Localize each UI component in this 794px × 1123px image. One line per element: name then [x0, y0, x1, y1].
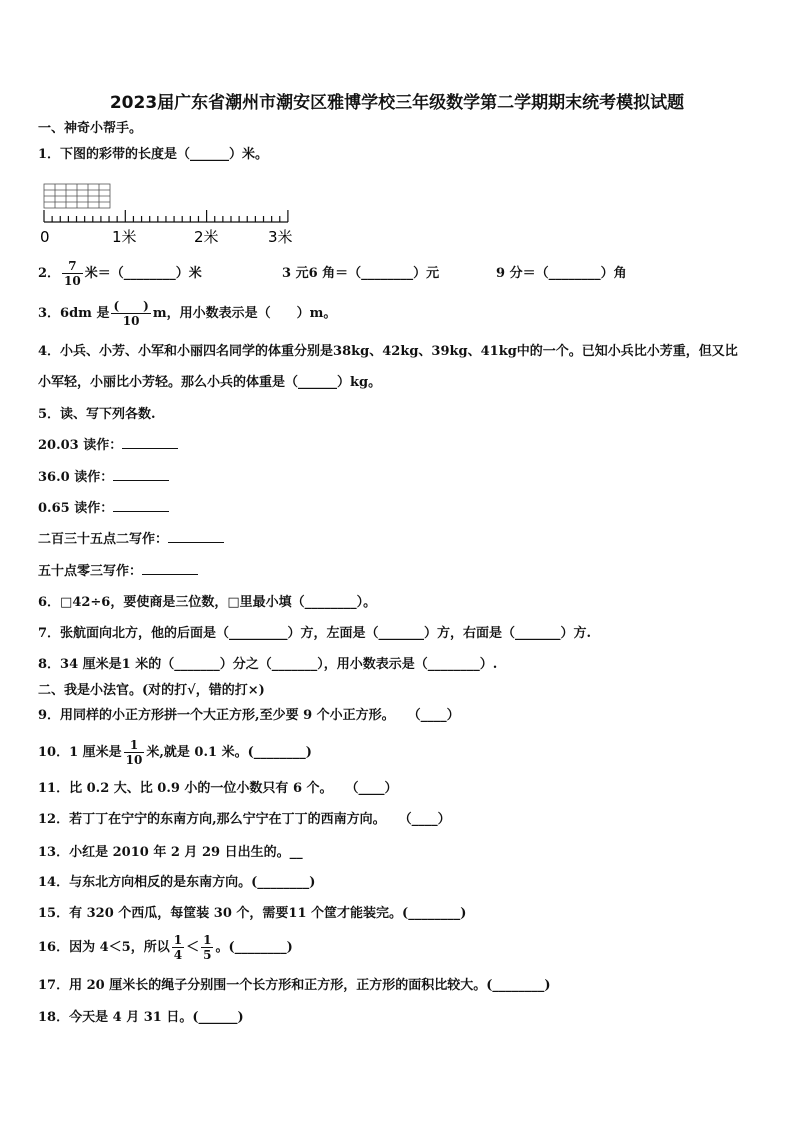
- question-12: 12．若丁丁在宁宁的东南方向,那么宁宁在丁丁的西南方向。 （____）: [38, 812, 451, 827]
- fraction-1-10: $\frac{1}{10}$: [125, 738, 143, 767]
- question-5c: 0.65 读作：: [38, 501, 169, 517]
- question-3: [38, 298, 336, 330]
- question-15: 15．有 320 个西瓜，每筐装 30 个，需要11 个筐才能装完。(________): [38, 906, 467, 921]
- question-3a: 3．6dm 是: [38, 306, 110, 321]
- ribbon-ruler-figure: [36, 180, 306, 246]
- question-6: 6．□42÷6，要使商是三位数，□里最小填（________）。: [38, 595, 377, 610]
- ruler: [44, 210, 288, 222]
- question-7: 7．张航面向北方，他的后面是（_________）方，左面是（_______）方，右面是（_______）方.: [38, 626, 592, 641]
- question-5e: 五十点零三写作：: [38, 564, 198, 580]
- ribbon: [44, 184, 110, 208]
- question-14: 14．与东北方向相反的是东南方向。(________): [38, 875, 316, 890]
- question-1: 1．下图的彩带的长度是（______）米。: [38, 147, 269, 162]
- page-title: 2023届广东省潮州市潮安区雅博学校三年级数学第二学期期末统考模拟试题: [109, 93, 685, 113]
- question-2: [38, 259, 202, 289]
- question-2a: 米＝（________）米: [84, 266, 202, 281]
- question-11: 11．比 0.2 大、比 0.9 小的一位小数只有 6 个。 （____）: [38, 781, 398, 796]
- section-1-heading: 一、神奇小帮手。: [38, 121, 143, 136]
- ruler-label-3m: 3米: [268, 228, 293, 246]
- question-5b: 36.0 读作：: [38, 470, 169, 486]
- question-4-line-1: 4．小兵、小芳、小军和小丽四名同学的体重分别是38kg、42kg、39kg、41kg中的一个。已知小兵比小芳重，但又比: [38, 344, 738, 359]
- question-5: 5．读、写下列各数.: [38, 407, 156, 422]
- question-2c: 9 分＝（________）角: [496, 266, 627, 281]
- fraction-blank-10: $\frac{( )}{10}$: [113, 299, 149, 328]
- ruler-label-0: 0: [40, 228, 50, 246]
- question-3b: m，用小数表示是（ ）m。: [152, 306, 337, 321]
- fraction-1-5: $\frac{1}{5}$: [203, 933, 212, 962]
- question-18: 18．今天是 4 月 31 日。(______): [38, 1010, 244, 1025]
- question-8: 8．34 厘米是1 米的（_______）分之（_______），用小数表示是（________）.: [38, 657, 498, 672]
- question-2-number: 2．: [38, 266, 61, 281]
- question-5d: 二百三十五点二写作：: [38, 532, 224, 548]
- fraction-1-4: $\frac{1}{4}$: [173, 933, 183, 962]
- ruler-label-1m: 1米: [112, 228, 137, 246]
- question-13: 13．小红是 2010 年 2 月 29 日出生的。__: [38, 845, 303, 860]
- question-4-line-2: 小军轻，小丽比小芳轻。那么小兵的体重是（______）kg。: [38, 375, 382, 390]
- ruler-label-2m: 2米: [194, 228, 219, 246]
- section-2-heading: 二、我是小法官。(对的打√，错的打×): [38, 683, 265, 698]
- question-9: 9．用同样的小正方形拼一个大正方形,至少要 9 个小正方形。 （____）: [38, 708, 460, 723]
- question-2b: 3 元6 角＝（________）元: [282, 266, 440, 281]
- fraction-7-10: $\frac{7}{10}$: [64, 259, 81, 288]
- question-16: 16．因为 4＜5，所以 $\frac{1}{4}$ ＜ $\frac{1}{5}$ 。(________): [38, 933, 293, 962]
- question-5a: 20.03 读作：: [38, 438, 178, 454]
- question-10: 10．1 厘米是 $\frac{1}{10}$ 米,就是 0.1 米。(________): [38, 738, 312, 767]
- question-17: 17．用 20 厘米长的绳子分别围一个长方形和正方形，正方形的面积比较大。(________): [38, 978, 551, 993]
